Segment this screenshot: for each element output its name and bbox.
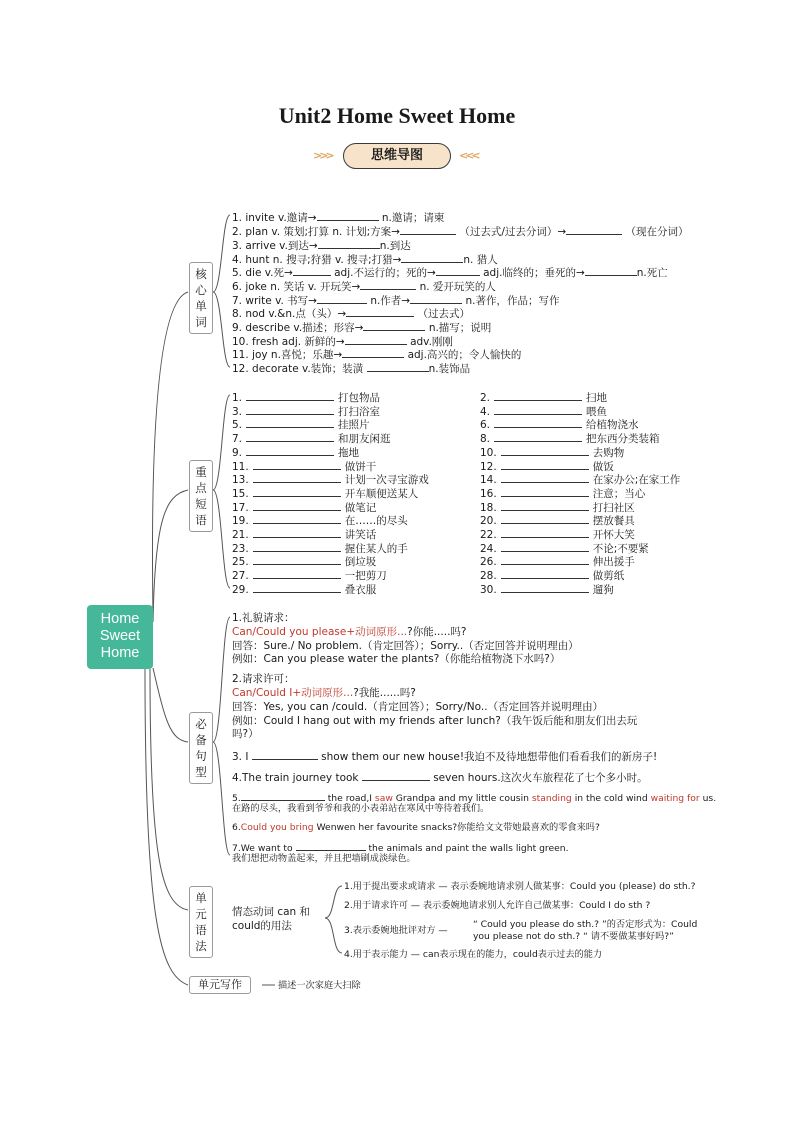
branch-char: 必 bbox=[195, 717, 207, 731]
phrase-item: 11. 做饼干 bbox=[232, 460, 377, 473]
center-node bbox=[87, 605, 153, 669]
grammar-item: 1.用于提出要求或请求 — 表示委婉地请求别人做某事：Could you (please) do sth.? bbox=[344, 881, 696, 892]
sentence-5-cn: 在路的尽头，我看到爷爷和我的小表弟站在寒风中等待着我们。 bbox=[232, 803, 490, 814]
branch-writing: 单元写作 bbox=[189, 976, 251, 994]
vocab-line: 2. plan v. 策划;打算 n. 计划;方案→ （过去式/过去分词）→ （现在分词） bbox=[232, 226, 689, 238]
vocab-line: 5. die v.死→ adj.不运行的；死的→ adj.临终的；垂死的→ n.死亡 bbox=[232, 267, 668, 279]
branch-char: 短 bbox=[195, 497, 207, 511]
center-line-1: Home bbox=[100, 611, 140, 627]
sentence-2-example-cont: 吗?） bbox=[232, 728, 259, 740]
phrase-item: 14. 在家办公;在家工作 bbox=[480, 474, 681, 487]
sentence-5: 5. the road,I saw Grandpa and my little cousin standing in the cold wind waiting for us. bbox=[232, 790, 716, 805]
vocab-line: 3. arrive v.到达→ n.到达 bbox=[232, 240, 411, 252]
phrase-item: 3. 打扫浴室 bbox=[232, 405, 381, 418]
vocab-line: 8. nod v.&n.点（头）→ （过去式） bbox=[232, 308, 470, 320]
grammar-item-detail: “ Could you please do sth.? ”的否定形式为：Could bbox=[473, 919, 698, 930]
phrase-item: 27. 一把剪刀 bbox=[232, 570, 387, 583]
sentence-2-example: 例如：Could I hang out with my friends after lunch?（我午饭后能和朋友们出去玩 bbox=[232, 715, 638, 727]
phrase-item: 20. 摆放餐具 bbox=[480, 515, 635, 528]
phrase-item: 30. 遛狗 bbox=[480, 583, 614, 596]
phrase-item: 25. 倒垃圾 bbox=[232, 556, 377, 569]
phrase-item: 18. 打扫社区 bbox=[480, 501, 635, 514]
phrase-item: 10. 去购物 bbox=[480, 446, 625, 459]
badge-label: 思维导图 bbox=[343, 143, 451, 169]
branch-char: 备 bbox=[195, 733, 207, 747]
phrase-item: 22. 开怀大笑 bbox=[480, 529, 635, 541]
vocab-line: 1. invite v.邀请→ n.邀请；请柬 bbox=[232, 212, 445, 224]
writing-topic: 描述一次家庭大扫除 bbox=[278, 980, 361, 991]
sentence-2-answer: 回答：Yes, you can /could.（肯定回答）；Sorry/No..（否定回答并说明理由） bbox=[232, 701, 604, 713]
vocab-line: 4. hunt n. 搜寻;狩猎 v. 搜寻;打猎→ n. 猎人 bbox=[232, 254, 498, 266]
branch-phrases bbox=[189, 460, 213, 532]
center-line-3: Home bbox=[100, 645, 140, 661]
sentence-4: 4.The train journey took seven hours.这次火车旅程花了七个多小时。 bbox=[232, 772, 648, 784]
center-line-2: Sweet bbox=[99, 628, 141, 644]
branch-char: 核 bbox=[195, 267, 207, 281]
phrase-item: 16. 注意；当心 bbox=[480, 487, 646, 500]
sentence-1-example: 例如：Can you please water the plants?（你能给植物浇下水吗?） bbox=[232, 653, 561, 665]
branch-char: 语 bbox=[195, 513, 207, 527]
branch-char: 元 bbox=[195, 907, 207, 921]
branch-char: 词 bbox=[195, 315, 207, 329]
sentence-2-pattern: Can/Could I+动词原形...?我能......吗? bbox=[232, 687, 416, 699]
branch-char: 单 bbox=[195, 299, 207, 313]
branch-vocab bbox=[189, 262, 213, 334]
branch-grammar bbox=[189, 886, 213, 958]
grammar-item: 4.用于表示能力 — can表示现在的能力，could表示过去的能力 bbox=[344, 949, 603, 960]
phrase-item: 6. 给植物浇水 bbox=[480, 419, 639, 432]
phrase-item: 5. 挂照片 bbox=[232, 419, 370, 432]
grammar-topic-1: 情态动词 can 和 bbox=[232, 906, 311, 918]
sentence-7-cn: 我们想把动物盖起来，并且把墙刷成淡绿色。 bbox=[232, 853, 416, 864]
phrase-item: 9. 拖地 bbox=[232, 446, 360, 459]
phrase-item: 21. 讲笑话 bbox=[232, 529, 377, 541]
phrase-item: 7. 和朋友闲逛 bbox=[232, 433, 391, 446]
vocab-line: 10. fresh adj. 新鲜的→ adv.刚刚 bbox=[232, 336, 453, 348]
branch-char: 句 bbox=[195, 749, 207, 763]
phrase-item: 17. 做笔记 bbox=[232, 501, 377, 514]
phrase-item: 23. 握住某人的手 bbox=[232, 542, 408, 555]
phrase-item: 4. 喂鱼 bbox=[480, 405, 608, 418]
sentence-7: 7.We want to the animals and paint the walls light green. bbox=[232, 840, 569, 855]
branch-char: 重 bbox=[195, 465, 207, 479]
grammar-item: 2.用于请求许可 — 表示委婉地请求别人允许自己做某事：Could I do sth ? bbox=[344, 900, 651, 911]
vocab-line: 12. decorate v.装饰；装潢 n.装饰品 bbox=[232, 363, 471, 375]
vocab-line: 7. write v. 书写→ n.作者→ n.著作，作品；写作 bbox=[232, 295, 560, 307]
page-title: Unit2 Home Sweet Home bbox=[278, 103, 516, 128]
grammar-item: 3.表示委婉地批评对方 — bbox=[344, 925, 448, 936]
sentence-1-pattern: Can/Could you please+动词原形...?你能.....吗? bbox=[232, 626, 467, 638]
sentence-1-head: 1.礼貌请求： bbox=[232, 612, 295, 624]
phrase-item: 1. 打包物品 bbox=[232, 392, 381, 404]
phrase-item: 15. 开车顺便送某人 bbox=[232, 487, 419, 500]
sentence-6: 6.Could you bring Wenwen her favourite snacks?你能给文文带她最喜欢的零食来吗? bbox=[232, 822, 600, 833]
grammar-topic-2: could的用法 bbox=[232, 920, 292, 932]
chevron-right-icon: >>> bbox=[313, 149, 332, 162]
phrase-item: 19. 在……的尽头 bbox=[232, 515, 408, 528]
branch-char: 型 bbox=[195, 765, 207, 779]
grammar-item-detail-cont: you please not do sth.? “ 请不要做某事好吗?” bbox=[473, 931, 674, 942]
chevron-left-icon: <<< bbox=[459, 149, 478, 162]
sentence-2-head: 2.请求许可： bbox=[232, 673, 295, 685]
branch-char: 心 bbox=[195, 283, 207, 297]
vocab-line: 9. describe v.描述；形容→ n.描写；说明 bbox=[232, 322, 492, 334]
vocab-line: 11. joy n.喜悦；乐趣→ adj.高兴的；令人愉快的 bbox=[232, 349, 522, 361]
vocab-line: 6. joke n. 笑话 v. 开玩笑→ n. 爱开玩笑的人 bbox=[232, 281, 496, 293]
phrase-item: 26. 伸出援手 bbox=[480, 556, 635, 569]
branch-char: 单 bbox=[195, 891, 207, 905]
branch-sentences bbox=[189, 712, 213, 784]
phrase-item: 13. 计划一次寻宝游戏 bbox=[232, 474, 429, 487]
sentence-1-answer: 回答：Sure./ No problem.（肯定回答）；Sorry..（否定回答并说明理由） bbox=[232, 640, 579, 652]
phrase-item: 29. 叠衣服 bbox=[232, 583, 377, 596]
branch-char: 语 bbox=[195, 923, 207, 937]
phrase-item: 2. 扫地 bbox=[480, 392, 608, 404]
phrase-item: 28. 做剪纸 bbox=[480, 570, 625, 583]
phrase-item: 24. 不论;不要紧 bbox=[480, 542, 649, 555]
sentence-3: 3. I show them our new house!我迫不及待地想带他们看看我们的新房子! bbox=[232, 751, 658, 763]
branch-char: 点 bbox=[195, 481, 207, 495]
phrase-item: 12. 做饭 bbox=[480, 460, 614, 473]
branch-char: 法 bbox=[195, 939, 207, 953]
phrase-item: 8. 把东西分类装箱 bbox=[480, 433, 660, 446]
